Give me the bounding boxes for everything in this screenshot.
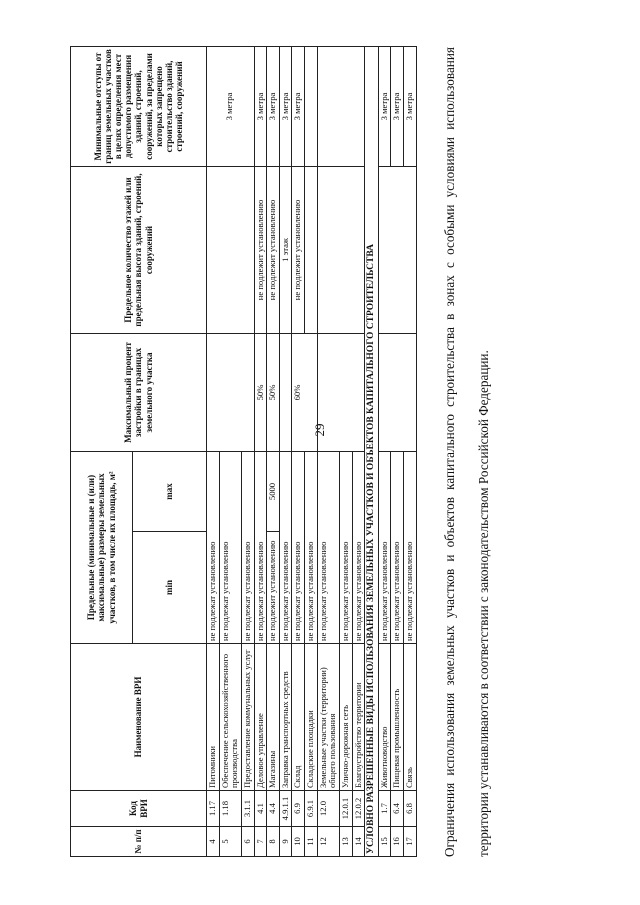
table-row (305, 46, 318, 856)
row-size: не подлежат установлению (254, 451, 267, 643)
row-code: 1.17 (207, 791, 220, 827)
row-size: не подлежат установлению (404, 451, 417, 643)
row-setback (317, 46, 365, 166)
table-row (317, 46, 339, 856)
row-code: 4.9.1.1 (279, 791, 292, 827)
row-floors: не подлежит установлению (267, 166, 280, 333)
row-name: Земельные участки (территории) общего пользования (317, 644, 339, 791)
row-code: 12.0.1 (339, 791, 352, 827)
row-size: не подлежат установлению (317, 451, 339, 643)
page-number: 29 (312, 423, 327, 437)
row-name: Пищевая промышленность (391, 644, 404, 791)
header-min: min (133, 532, 207, 644)
header-num: № п/п (71, 827, 207, 857)
row-name: Улично-дорожная сеть (339, 644, 352, 791)
row-code: 4.4 (267, 791, 280, 827)
row-floors (378, 166, 416, 333)
row-size: не подлежат установлению (391, 451, 404, 643)
row-setback: 3 метра (391, 46, 404, 166)
row-name: Заправка транспортных средств (279, 644, 292, 791)
vri-table (70, 46, 417, 857)
row-size: не подлежат установлению (292, 451, 305, 643)
row-floors (305, 166, 318, 333)
row-name: Предоставление коммунальных услуг (241, 644, 254, 791)
row-size: не подлежат установлению (305, 451, 318, 643)
row-setback: 3 метра (404, 46, 417, 166)
row-num: 9 (279, 827, 292, 857)
row-size: не подлежат установлению (279, 451, 292, 643)
row-num: 5 (219, 827, 241, 857)
row-name: Обеспечение сельскохозяйственного производства (219, 644, 241, 791)
row-name: Деловое управление (254, 644, 267, 791)
row-floors: 1 этаж (279, 166, 292, 333)
row-size: не подлежат установлению (352, 451, 365, 643)
row-num: 13 (339, 827, 352, 857)
row-percent (378, 333, 416, 451)
row-code: 12.0 (317, 791, 339, 827)
section-row (365, 46, 379, 856)
section-title: УСЛОВНО РАЗРЕШЕННЫЕ ВИДЫ ИСПОЛЬЗОВАНИЯ ЗЕМЕЛЬНЫХ УЧАСТКОВ И ОБЪЕКТОВ КАПИТАЛЬНОГО СТРОИТЕЛЬСТВА (365, 46, 379, 856)
row-name: Благоустройство территории (352, 644, 365, 791)
row-size: не подлежат установлению (241, 451, 254, 643)
row-setback: 3 метра (207, 46, 255, 166)
row-name: Животноводство (378, 644, 391, 791)
table-row (267, 46, 280, 856)
row-code: 3.1.1 (241, 791, 254, 827)
row-name: Связь (404, 644, 417, 791)
row-num: 11 (305, 827, 318, 857)
row-size: не подлежат установлению (378, 451, 391, 643)
row-floors (207, 166, 255, 333)
row-name: Магазины (267, 644, 280, 791)
rotated-page-content (70, 47, 510, 857)
row-percent: 60% (292, 333, 317, 451)
table-row (292, 46, 305, 856)
row-name: Складские площадки (305, 644, 318, 791)
row-num: 6 (241, 827, 254, 857)
row-percent: 50% (267, 333, 280, 451)
row-code: 6.8 (404, 791, 417, 827)
table-row (378, 46, 391, 856)
row-setback: 3 метра (378, 46, 391, 166)
header-floors: Предельное количество этажей или предельная высота зданий, строений, сооружений (71, 166, 207, 333)
footer-paragraph: Ограничения использования земельных участков и объектов капитального строительства в зонах с особыми условиями использования территории устанавливаются в соответствии с законодательством Российской Федерации. (441, 47, 491, 857)
row-code: 6.4 (391, 791, 404, 827)
row-num: 7 (254, 827, 267, 857)
header-percent: Максимальный процент застройки в границах земельного участка (71, 333, 207, 451)
row-code: 6.9 (292, 791, 305, 827)
row-size-max: 5000 (267, 451, 280, 531)
row-size: не подлежат установлению (207, 451, 220, 643)
row-num: 12 (317, 827, 339, 857)
header-setback: Минимальные отступы от границ земельных участков в целях определения мест допустимого размещения зданий, строений, сооружений, за пределами которых запрещено строительство зданий, строений, сооружений (71, 46, 207, 166)
row-num: 15 (378, 827, 391, 857)
row-num: 14 (352, 827, 365, 857)
row-size: не подлежат установлению (339, 451, 352, 643)
header-code: Код ВРИ (71, 791, 207, 827)
header-name: Наименование ВРИ (71, 644, 207, 791)
table-row (279, 46, 292, 856)
row-floors: не подлежит установлению (292, 166, 305, 333)
table-row (254, 46, 267, 856)
header-sizes: Предельные (минимальные и (или) максимальные) размеры земельных участков, в том числе их площадь, м² (71, 451, 133, 643)
row-percent (317, 333, 365, 451)
row-code: 6.9.1 (305, 791, 318, 827)
row-num: 10 (292, 827, 305, 857)
row-name: Питомники (207, 644, 220, 791)
row-num: 4 (207, 827, 220, 857)
row-percent (279, 333, 292, 451)
row-code: 1.18 (219, 791, 241, 827)
row-num: 16 (391, 827, 404, 857)
row-num: 17 (404, 827, 417, 857)
row-setback (305, 46, 318, 166)
row-percent: 50% (254, 333, 267, 451)
row-setback: 3 метра (267, 46, 280, 166)
row-name: Склад (292, 644, 305, 791)
row-floors: не подлежит установлению (254, 166, 267, 333)
row-size: не подлежат установлению (219, 451, 241, 643)
row-code: 1.7 (378, 791, 391, 827)
row-size-min: не подлежит установлению (267, 532, 280, 644)
row-code: 12.0.2 (352, 791, 365, 827)
row-floors (317, 166, 365, 333)
table-row (207, 46, 220, 856)
row-percent (207, 333, 255, 451)
header-max: max (133, 451, 207, 531)
row-setback: 3 метра (254, 46, 267, 166)
row-num: 8 (267, 827, 280, 857)
row-setback: 3 метра (292, 46, 305, 166)
row-code: 4.1 (254, 791, 267, 827)
row-setback: 3 метра (279, 46, 292, 166)
